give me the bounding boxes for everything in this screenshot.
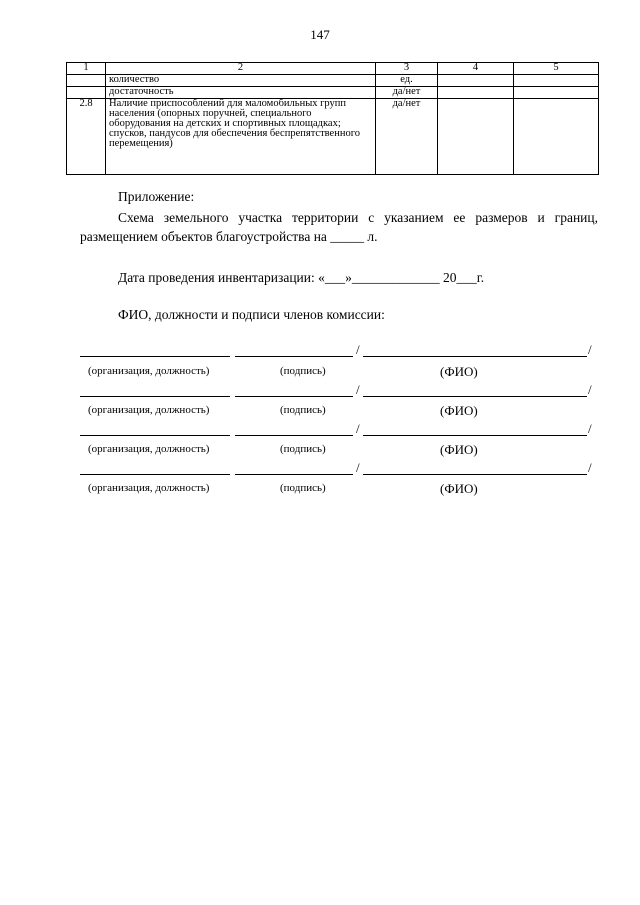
appendix-title: Приложение: xyxy=(118,189,195,204)
commission-heading: ФИО, должности и подписи членов комиссии: xyxy=(118,307,385,322)
row-value-cell xyxy=(514,87,599,99)
row-name-cell: Наличие приспособлений для маломобильных групп населения (опорных поручней, специального оборудования на детских и спортивных площадках; спусков, пандусов для обеспечения беспрепятственного перемещения) xyxy=(106,99,376,175)
page-number: 147 xyxy=(310,27,330,42)
table-header-cell: 4 xyxy=(438,63,514,75)
separator-slash: / xyxy=(356,460,360,475)
row-value-cell xyxy=(438,99,514,175)
row-value-cell xyxy=(438,75,514,87)
sign-caption: (подпись) xyxy=(280,482,326,494)
row-number-cell xyxy=(67,87,106,99)
table-row xyxy=(67,87,599,99)
separator-slash: / xyxy=(356,421,360,436)
fio-caption: (ФИО) xyxy=(440,403,478,418)
row-value-cell xyxy=(438,87,514,99)
separator-slash: / xyxy=(356,342,360,357)
separator-slash: / xyxy=(356,382,360,397)
table-header-cell: 2 xyxy=(106,63,376,75)
org-caption: (организация, должность) xyxy=(88,404,210,416)
fio-signature-line xyxy=(363,356,587,357)
row-value-cell xyxy=(514,99,599,175)
sign-signature-line xyxy=(235,435,353,436)
row-unit-cell: да/нет xyxy=(376,87,438,99)
row-name-cell: количество xyxy=(106,75,376,87)
inventory-date-line: Дата проведения инвентаризации: «___»_____________ 20___г. xyxy=(118,270,485,285)
separator-slash: / xyxy=(588,382,592,397)
row-number-cell xyxy=(67,75,106,87)
org-signature-line xyxy=(80,435,230,436)
fio-signature-line xyxy=(363,474,587,475)
row-unit-cell: ед. xyxy=(376,75,438,87)
sign-signature-line xyxy=(235,474,353,475)
row-unit-cell: да/нет xyxy=(376,99,438,175)
separator-slash: / xyxy=(588,421,592,436)
org-signature-line xyxy=(80,474,230,475)
sign-signature-line xyxy=(235,356,353,357)
fio-signature-line xyxy=(363,396,587,397)
fio-caption: (ФИО) xyxy=(440,481,478,496)
row-value-cell xyxy=(514,75,599,87)
sign-signature-line xyxy=(235,396,353,397)
table-header-cell: 1 xyxy=(67,63,106,75)
appendix-text: Схема земельного участка территории с указанием ее размеров и границ, размещением объектов благоустройства на _____ л. xyxy=(80,210,598,244)
sign-caption: (подпись) xyxy=(280,365,326,377)
row-name-cell: достаточность xyxy=(106,87,376,99)
table-header-cell: 5 xyxy=(514,63,599,75)
row-number-cell: 2.8 xyxy=(67,99,106,175)
org-signature-line xyxy=(80,396,230,397)
org-caption: (организация, должность) xyxy=(88,443,210,455)
fio-caption: (ФИО) xyxy=(440,364,478,379)
org-caption: (организация, должность) xyxy=(88,482,210,494)
inventory-table xyxy=(66,62,599,175)
org-caption: (организация, должность) xyxy=(88,365,210,377)
separator-slash: / xyxy=(588,342,592,357)
table-row xyxy=(67,75,599,87)
table-header-row xyxy=(67,63,599,75)
sign-caption: (подпись) xyxy=(280,443,326,455)
table-row xyxy=(67,99,599,175)
separator-slash: / xyxy=(588,460,592,475)
sign-caption: (подпись) xyxy=(280,404,326,416)
fio-caption: (ФИО) xyxy=(440,442,478,457)
fio-signature-line xyxy=(363,435,587,436)
org-signature-line xyxy=(80,356,230,357)
table-header-cell: 3 xyxy=(376,63,438,75)
